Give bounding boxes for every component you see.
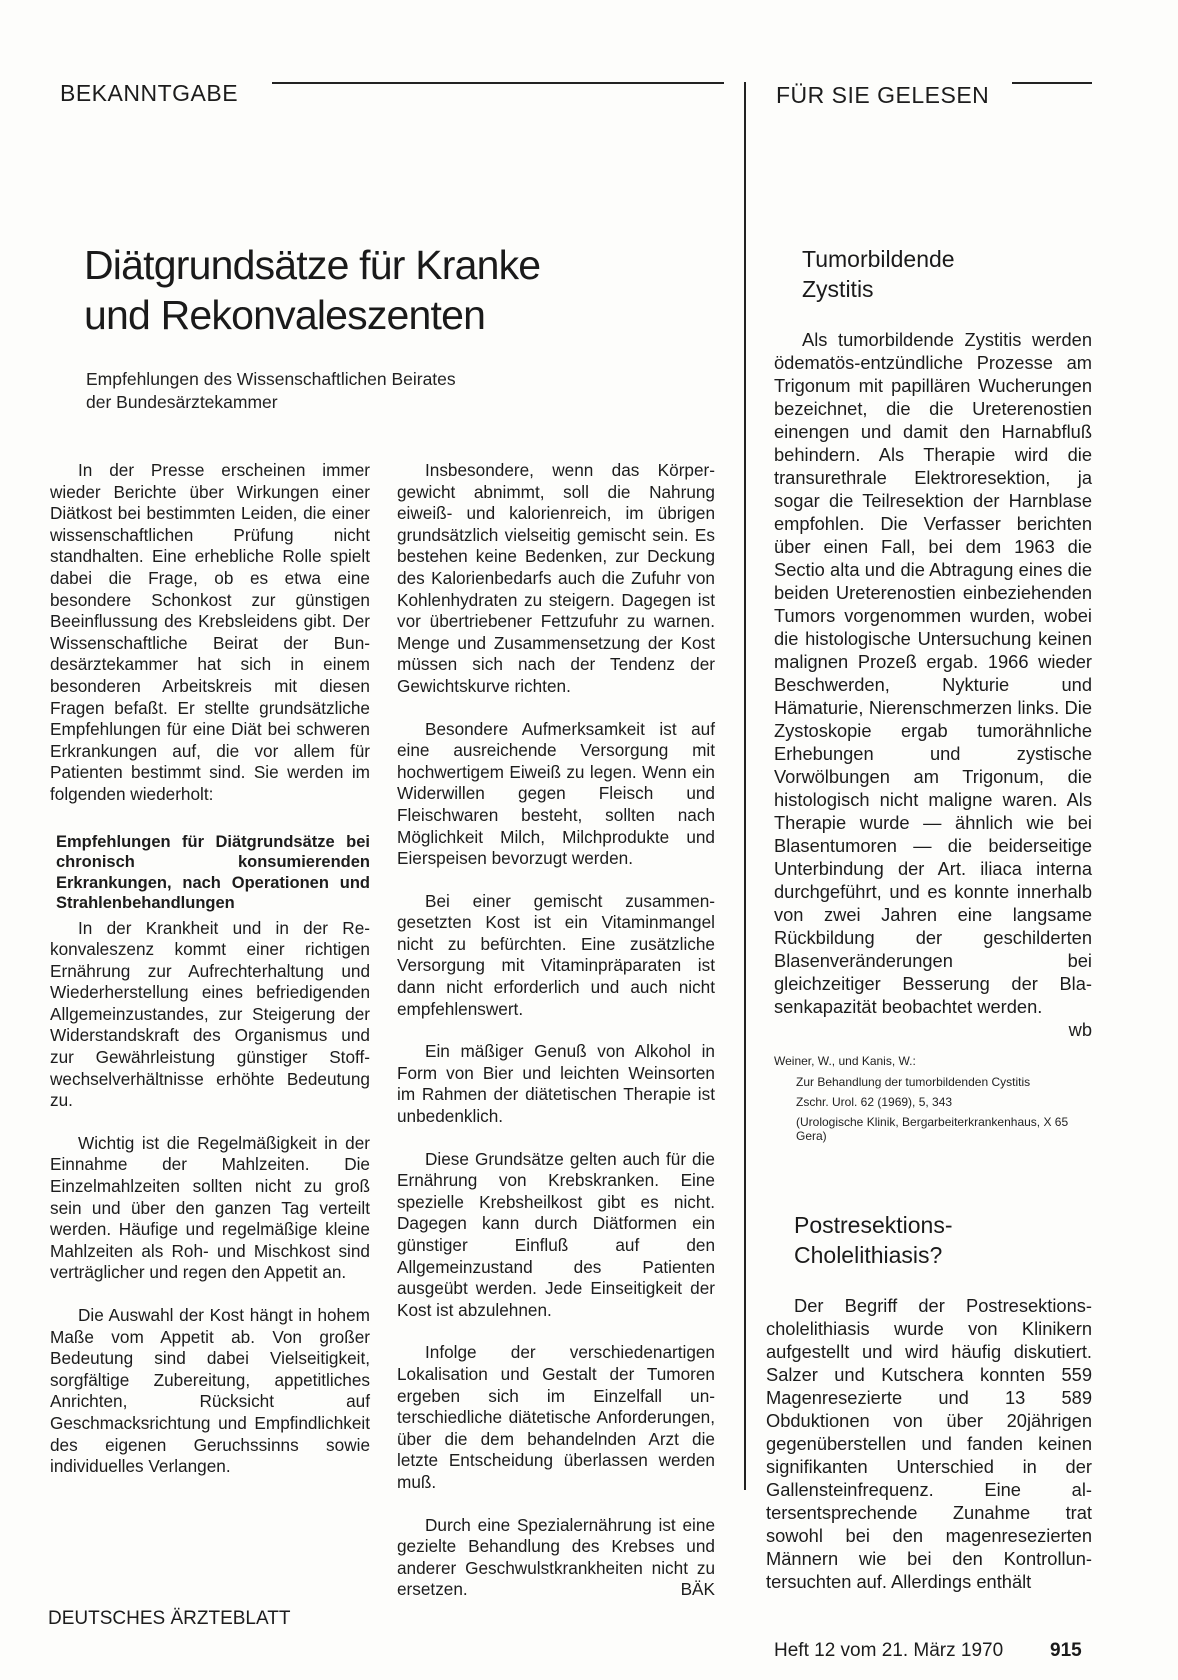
sidebar-story2-title xyxy=(794,1210,1092,1270)
sidebar-story1-body xyxy=(774,328,1092,1041)
paragraph-final-text: Durch eine Spezialernährung ist eine gezielte Behandlung des Krebses und anderer Geschwulstkrankheiten nicht zu ersetzen. xyxy=(397,1514,715,1600)
paragraph: Insbesondere, wenn das Körpergewicht abnimmt, soll die Nahrung eiweiß- und kalorienreich, im übrigen grundsätzlich vielseitig gemischt sein. Es bestehen keine Bedenken, zur Deckung des Kalorienbedarfs auch die Zufuhr von Kohlenhydraten zu steigern. Dagegen ist vor übertriebener Fettzufuhr zu warnen. Menge und Zusammensetzung der Kost müssen sich nach der Tendenz der Gewichtskurve richten. xyxy=(397,460,715,696)
paragraph: In der Presse erscheinen immer wieder Berichte über Wirkungen einer Diätkost bei bestimmten Leiden, die einer wissenschaftlichen Prüfung nicht standhalten. Eine erhebliche Rolle spielt dabei die Frage, ob es etwa eine besondere Schonkost zur günstigen Beeinflussung des Krebsleidens gibt. Der Wissenschaftliche Beirat der Bundesärztekammer hat sich in einem besonderen Arbeitskreis mit diesen Fragen befaßt. Er stellte grundsätzliche Empfehlungen für eine Diät bei schweren Erkrankungen auf, die vor allem für Patienten bestimmt sind. Sie werden im folgenden wiederholt: xyxy=(50,460,370,804)
column-divider xyxy=(744,82,746,1490)
paragraph: Wichtig ist die Regelmäßigkeit in der Einnahme der Mahlzeiten. Die Einzelmahlzeiten sollten nicht zu groß sein und über den ganzen Tag verteilt werden. Häufige und regelmäßige kleine Mahlzeiten als Roh- und Mischkost sind verträglicher und regen den Appetit an. xyxy=(50,1132,370,1283)
article-title-line-2: und Rekonvaleszenten xyxy=(84,292,486,338)
article-title xyxy=(84,240,724,340)
footer-journal-name: DEUTSCHES ÄRZTEBLATT xyxy=(48,1608,291,1629)
article-title-line-1: Diätgrundsätze für Kranke xyxy=(84,242,541,288)
paragraph: In der Krankheit und in der Rekonvaleszenz kommt einer richtigen Ernährung zur Aufrechterhaltung und Wiederherstellung eines befriedigenden Allgemeinzustandes, zur Steigerung der Widerstandskraft des Organismus und zur Gewährleistung günstiger Stoffwechselverhältnisse erhöhte Bedeutung zu. xyxy=(50,917,370,1111)
paragraph: Besondere Aufmerksamkeit ist auf eine ausreichende Versorgung mit hochwertigem Eiweiß zu legen. Wenn ein Widerwillen gegen Fleisch und Fleischwaren besteht, sollten nach Möglichkeit Milch, Milchprodukte und Eierspeisen bevorzugt werden. xyxy=(397,718,715,869)
footer-issue: Heft 12 vom 21. März 1970 xyxy=(774,1640,1004,1661)
sidebar-story2-title-line-2: Cholelithiasis? xyxy=(794,1242,943,1268)
article-column-1 xyxy=(50,460,370,1499)
article-subtitle-line-1: Empfehlungen des Wissenschaftlichen Beirates xyxy=(86,369,456,389)
section-label-fuer-sie-gelesen: FÜR SIE GELESEN xyxy=(776,82,990,108)
sidebar-story1-title xyxy=(802,244,1092,304)
paragraph: Ein mäßiger Genuß von Alkohol in Form von Bier und leichten Weinsorten im Rahmen der diätetischen Therapie ist unbedenklich. xyxy=(397,1041,715,1127)
sidebar-story1-title-line-1: Tumorbildende xyxy=(802,246,955,272)
paragraph-final xyxy=(397,1515,715,1601)
reference-title: Zur Behandlung der tumorbildenden Cystitis xyxy=(796,1075,1031,1089)
paragraph: Der Begriff der Postresektionscholelithiasis wurde von Klinikern aufgestellt und wird häufig diskutiert. Salzer und Kutschera konnten 559 Magenresezierte und 13 589 Obduktionen von über 20jährigen gegenüberstellen und fanden keinen signifikanten Unterschied in der Gallensteinfrequenz. Eine altersentsprechende Zunahme trat sowohl bei den magenresezierten Männern wie bei den Kontrolluntersuchten auf. Allerdings enthält xyxy=(766,1295,1092,1592)
section-subheading: Empfehlungen für Diätgrundsätze bei chronisch konsumierenden Erkrankungen, nach Operationen und Strahlenbehandlungen xyxy=(56,832,370,912)
sidebar-story1-title-line-2: Zystitis xyxy=(802,276,874,302)
header-rule-left xyxy=(272,82,724,84)
sidebar-story1-signature: wb xyxy=(1068,1019,1092,1040)
article-signature: BÄK xyxy=(680,1579,715,1600)
reference-authors: Weiner, W., und Kanis, W.: xyxy=(774,1054,916,1068)
reference-journal: Zschr. Urol. 62 (1969), 5, 343 xyxy=(796,1095,953,1109)
footer-page-number: 915 xyxy=(1050,1640,1082,1661)
sidebar-story2-title-line-1: Postresektions- xyxy=(794,1212,953,1238)
paragraph: Bei einer gemischt zusammengesetzten Kost ist ein Vitaminmangel nicht zu befürchten. Eine zusätzliche Versorgung mit Vitaminpräparaten ist dann nicht erforderlich und auch nicht empfehlenswert. xyxy=(397,890,715,1019)
sidebar-story1-reference xyxy=(774,1054,1092,1143)
article-subtitle xyxy=(86,368,686,414)
paragraph: Die Auswahl der Kost hängt in hohem Maße vom Appetit ab. Von großer Bedeutung sind dabei Vielseitigkeit, sorgfältige Zubereitung, appetitliches Anrichten, Rücksicht auf Geschmacksrichtung und Empfindlichkeit des eigenen Geruchssinns sowie individuelles Verlangen. xyxy=(50,1305,370,1477)
paragraph: Infolge der verschiedenartigen Lokalisation und Gestalt der Tumoren ergeben sich im Einzelfall unterschiedliche diätetische Anforderungen, über die dem behandelnden Arzt die letzte Entscheidung überlassen werden muß. xyxy=(397,1342,715,1492)
paragraph: Diese Grundsätze gelten auch für die Ernährung von Krebskranken. Eine spezielle Krebsheilkost gibt es nicht. Dagegen kann durch Diätformen ein günstiger Einfluß auf den Allgemeinzustand des Patienten ausgeübt werden. Jede Einseitigkeit der Kost ist abzulehnen. xyxy=(397,1148,715,1320)
sidebar-story2-body xyxy=(766,1294,1092,1593)
article-column-2 xyxy=(397,460,715,1601)
section-label-bekanntgabe: BEKANNTGABE xyxy=(60,80,239,106)
paragraph: Als tumorbildende Zystitis werden ödematös-entzündliche Prozesse am Trigonum mit papillären Wucherungen bezeichnet, die die Ureterenostien einengen und damit den Harnabfluß behindern. Als Therapie wird die transurethrale Elektroresektion, ja sogar die Teilresektion der Harnblase empfohlen. Die Verfasser berichten über einen Fall, bei dem 1963 die Sectio alta und die Abtragung eines die beiden Ureterenostien einbeziehenden Tumors vorgenommen wurden, wobei die histologische Untersuchung keinen malignen Prozeß ergab. 1966 wieder Beschwerden, Nykturie und Hämaturie, Nierenschmerzen links. Die Zystoskopie ergab tumorähnliche Erhebungen und zystische Vorwölbungen am Trigonum, die histologisch nicht maligne waren. Als Therapie wurde — ähnlich wie bei Blasentumoren — die beiderseitige Unterbindung der Art. iliaca interna durchgeführt, und es konnte innerhalb von zwei Jahren eine langsame Rückbildung der geschilderten Blasenveränderungen bei gleichzeitiger Besserung der Blasenkapazität beobachtet werden. xyxy=(774,329,1092,1017)
header-rule-right xyxy=(1012,82,1092,84)
article-subtitle-line-2: der Bundesärztekammer xyxy=(86,392,278,412)
reference-affiliation: (Urologische Klinik, Bergarbeiterkrankenhaus, X 65 Gera) xyxy=(796,1115,1069,1143)
